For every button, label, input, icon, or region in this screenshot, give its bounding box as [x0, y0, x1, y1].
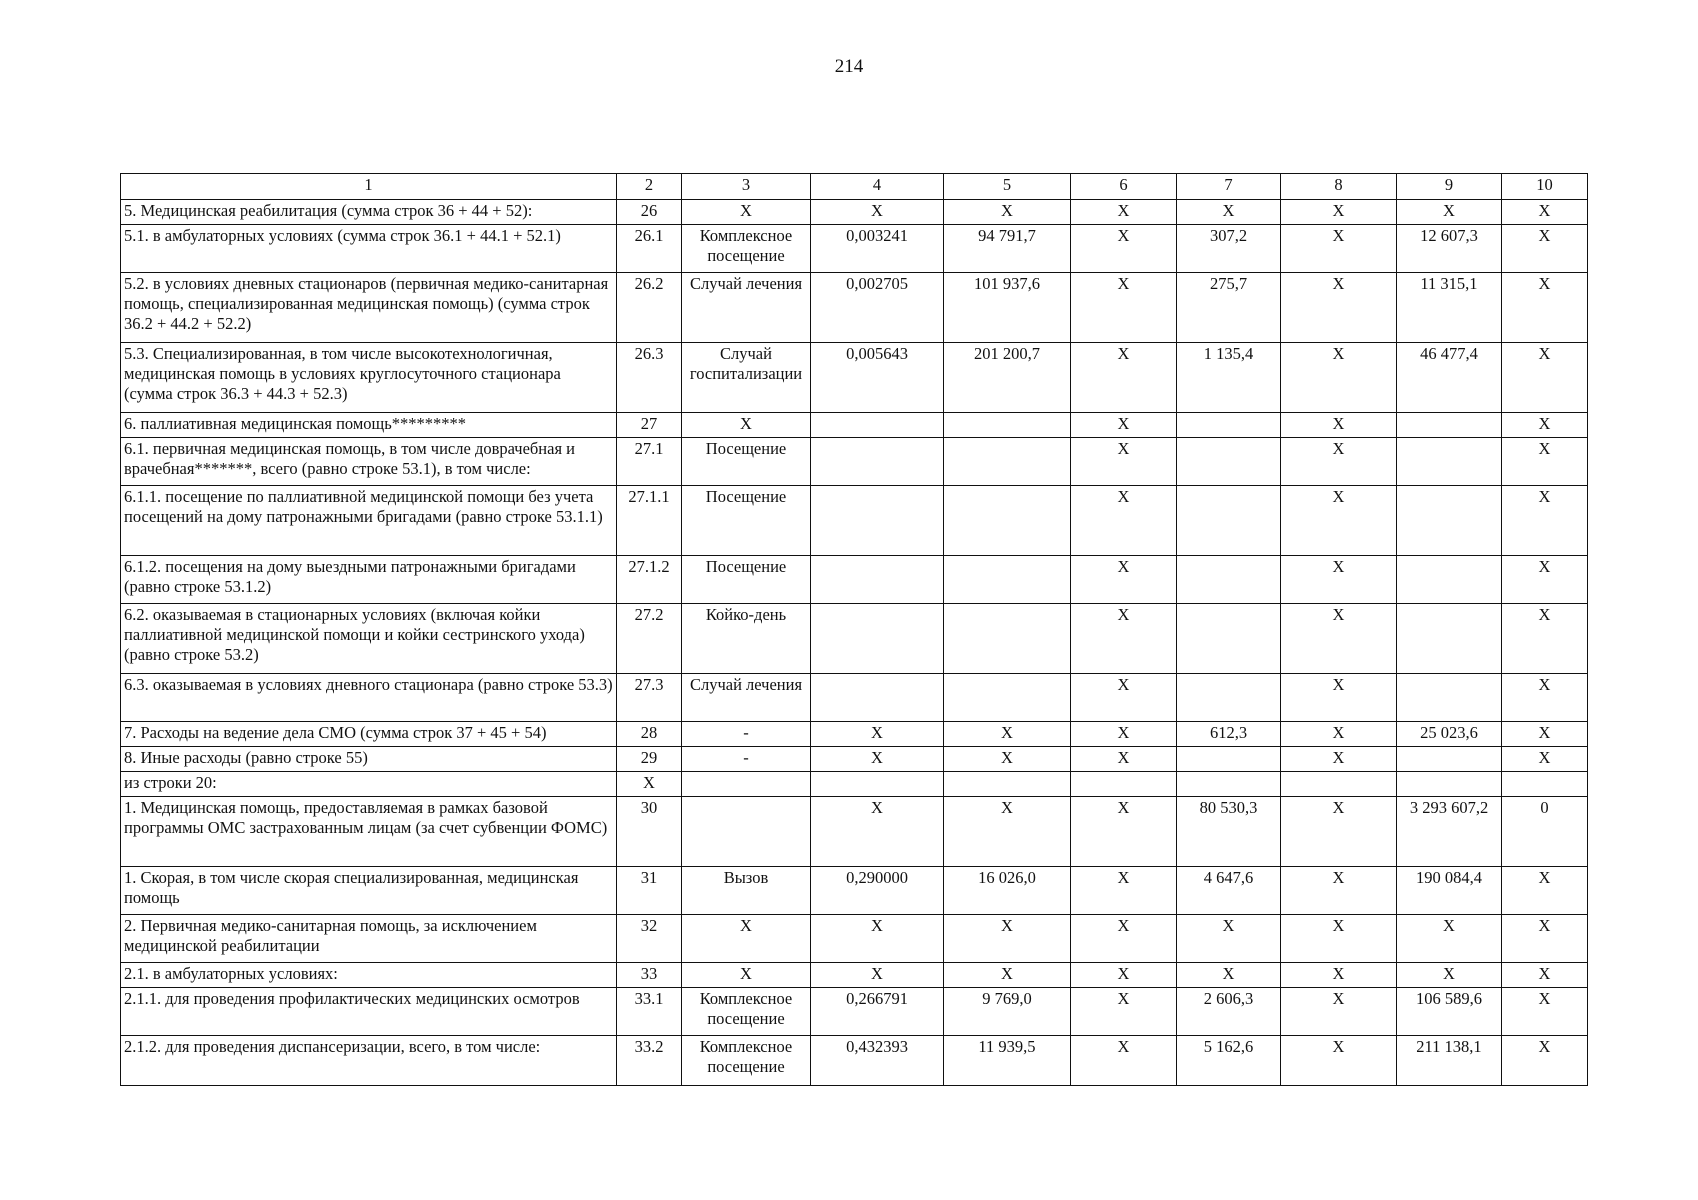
table-cell: X	[1502, 747, 1588, 772]
table-cell: X	[1177, 915, 1281, 963]
table-cell: -	[682, 747, 811, 772]
table-cell: X	[1502, 200, 1588, 225]
header-cell: 2	[617, 174, 682, 200]
table-cell: X	[944, 797, 1071, 867]
table-row	[121, 556, 1588, 604]
row-label-cell: 8. Иные расходы (равно строке 55)	[121, 747, 617, 772]
row-label-cell: 1. Медицинская помощь, предоставляемая в рамках базовой программы ОМС застрахованным лицам (за счет субвенции ФОМС)	[121, 797, 617, 867]
table-row	[121, 343, 1588, 413]
table-cell: X	[682, 200, 811, 225]
table-cell: X	[1281, 343, 1397, 413]
table-cell: X	[1281, 722, 1397, 747]
table-cell	[1502, 772, 1588, 797]
row-label-cell: 6. паллиативная медицинская помощь*********	[121, 413, 617, 438]
table-cell: X	[1397, 200, 1502, 225]
row-label-cell: 6.2. оказываемая в стационарных условиях (включая койки паллиативной медицинской помощи и койки сестринского ухода) (равно строке 53.2)	[121, 604, 617, 674]
table-cell: Посещение	[682, 438, 811, 486]
row-label-cell: 2.1.2. для проведения диспансеризации, всего, в том числе:	[121, 1036, 617, 1086]
table-cell: X	[811, 797, 944, 867]
table-cell: X	[1071, 1036, 1177, 1086]
table-cell	[1397, 772, 1502, 797]
table-cell: X	[682, 915, 811, 963]
table-cell: 30	[617, 797, 682, 867]
table-cell	[811, 674, 944, 722]
table-cell	[811, 772, 944, 797]
table-cell: 0,005643	[811, 343, 944, 413]
table-cell	[811, 413, 944, 438]
header-cell: 1	[121, 174, 617, 200]
table-cell: 0,290000	[811, 867, 944, 915]
row-label-cell: 6.3. оказываемая в условиях дневного стационара (равно строке 53.3)	[121, 674, 617, 722]
row-label-cell: 5.3. Специализированная, в том числе высокотехнологичная, медицинская помощь в условиях круглосуточного стационара (сумма строк 36.3 + 44.3 + 52.3)	[121, 343, 617, 413]
table-row	[121, 486, 1588, 556]
table-cell: 27.3	[617, 674, 682, 722]
table-cell: Посещение	[682, 486, 811, 556]
table-cell: 9 769,0	[944, 988, 1071, 1036]
table-cell: X	[811, 915, 944, 963]
table-cell: X	[1502, 273, 1588, 343]
row-label-cell: 5. Медицинская реабилитация (сумма строк 36 + 44 + 52):	[121, 200, 617, 225]
table-row	[121, 438, 1588, 486]
table-cell: Вызов	[682, 867, 811, 915]
table-cell: 26.3	[617, 343, 682, 413]
table-cell	[1177, 604, 1281, 674]
table-cell: Комплексное посещение	[682, 225, 811, 273]
table-cell: 11 315,1	[1397, 273, 1502, 343]
table-cell	[811, 486, 944, 556]
table-cell: 612,3	[1177, 722, 1281, 747]
table-row	[121, 722, 1588, 747]
table-cell: 0,266791	[811, 988, 944, 1036]
table-cell: X	[1502, 1036, 1588, 1086]
table-cell	[1071, 772, 1177, 797]
table-cell: 275,7	[1177, 273, 1281, 343]
table-cell: X	[944, 200, 1071, 225]
table-cell: 16 026,0	[944, 867, 1071, 915]
table-cell: X	[1502, 413, 1588, 438]
table-row	[121, 225, 1588, 273]
table-cell: X	[1502, 867, 1588, 915]
table-cell: X	[1071, 225, 1177, 273]
table-cell: X	[1071, 963, 1177, 988]
table-row	[121, 867, 1588, 915]
table-cell: X	[1502, 486, 1588, 556]
table-cell	[1177, 413, 1281, 438]
header-cell: 7	[1177, 174, 1281, 200]
table-cell: X	[1502, 556, 1588, 604]
row-label-cell: 1. Скорая, в том числе скорая специализированная, медицинская помощь	[121, 867, 617, 915]
table-cell	[1397, 413, 1502, 438]
table-cell	[811, 556, 944, 604]
table-cell	[1397, 604, 1502, 674]
table-cell: X	[1502, 343, 1588, 413]
table-cell: Койко-день	[682, 604, 811, 674]
header-cell: 5	[944, 174, 1071, 200]
table-cell: 1 135,4	[1177, 343, 1281, 413]
page-number: 214	[834, 56, 864, 77]
table-cell: X	[682, 963, 811, 988]
table-cell: 33.2	[617, 1036, 682, 1086]
table-cell: 33	[617, 963, 682, 988]
table-cell: X	[1397, 915, 1502, 963]
row-label-cell: 2.1.1. для проведения профилактических медицинских осмотров	[121, 988, 617, 1036]
table-cell: X	[1281, 413, 1397, 438]
table-cell: X	[1502, 722, 1588, 747]
table-cell: 5 162,6	[1177, 1036, 1281, 1086]
table-cell: X	[1071, 988, 1177, 1036]
table-cell	[1397, 556, 1502, 604]
table-cell: X	[1281, 604, 1397, 674]
table-cell: X	[1071, 556, 1177, 604]
table-cell: 27.1	[617, 438, 682, 486]
table-cell: 46 477,4	[1397, 343, 1502, 413]
table-cell: 29	[617, 747, 682, 772]
table-cell: X	[1502, 604, 1588, 674]
table-cell: X	[1502, 915, 1588, 963]
table-row	[121, 915, 1588, 963]
table-cell: X	[1281, 867, 1397, 915]
table-cell: X	[1281, 556, 1397, 604]
table-cell: 211 138,1	[1397, 1036, 1502, 1086]
table-cell: X	[682, 413, 811, 438]
table-cell: 3 293 607,2	[1397, 797, 1502, 867]
table-cell: X	[1071, 343, 1177, 413]
row-label-cell: 2. Первичная медико-санитарная помощь, за исключением медицинской реабилитации	[121, 915, 617, 963]
table-cell: 27.1.2	[617, 556, 682, 604]
tariff-table	[120, 173, 1588, 1086]
table-cell: Случай лечения	[682, 273, 811, 343]
table-cell: X	[811, 963, 944, 988]
table-cell: X	[1281, 438, 1397, 486]
table-cell: 12 607,3	[1397, 225, 1502, 273]
table-cell: 26.2	[617, 273, 682, 343]
table-cell: 4 647,6	[1177, 867, 1281, 915]
table-cell: X	[1281, 797, 1397, 867]
table-cell	[1177, 438, 1281, 486]
table-cell: 0,002705	[811, 273, 944, 343]
header-cell: 4	[811, 174, 944, 200]
table-cell: X	[1281, 486, 1397, 556]
table-cell: 11 939,5	[944, 1036, 1071, 1086]
table-row	[121, 1036, 1588, 1086]
table-cell: X	[1281, 674, 1397, 722]
table-cell: X	[1502, 674, 1588, 722]
table-cell	[1177, 747, 1281, 772]
table-cell	[1177, 556, 1281, 604]
table-cell	[944, 413, 1071, 438]
table-cell: X	[1071, 722, 1177, 747]
table-cell: 28	[617, 722, 682, 747]
table-cell	[1397, 438, 1502, 486]
table-header-row	[121, 174, 1588, 200]
table-cell: X	[1071, 273, 1177, 343]
header-cell: 10	[1502, 174, 1588, 200]
table-cell: Комплексное посещение	[682, 988, 811, 1036]
table-cell: 25 023,6	[1397, 722, 1502, 747]
table-cell: X	[1071, 797, 1177, 867]
table-row	[121, 413, 1588, 438]
table-cell: X	[1071, 438, 1177, 486]
table-cell	[1397, 674, 1502, 722]
table-cell: 307,2	[1177, 225, 1281, 273]
table-cell: 26.1	[617, 225, 682, 273]
table-cell: X	[944, 747, 1071, 772]
table-cell	[811, 438, 944, 486]
table-cell: 2 606,3	[1177, 988, 1281, 1036]
row-label-cell: из строки 20:	[121, 772, 617, 797]
table-cell	[1397, 486, 1502, 556]
table-cell: X	[1281, 988, 1397, 1036]
table-row	[121, 747, 1588, 772]
table-cell	[1177, 486, 1281, 556]
table-cell: X	[1281, 225, 1397, 273]
table-cell	[944, 674, 1071, 722]
table-cell	[682, 797, 811, 867]
table-cell: X	[1071, 604, 1177, 674]
table-cell	[944, 772, 1071, 797]
table-row	[121, 797, 1588, 867]
header-cell: 9	[1397, 174, 1502, 200]
table-cell: X	[1071, 747, 1177, 772]
table-cell: 32	[617, 915, 682, 963]
table-cell	[682, 772, 811, 797]
row-label-cell: 5.1. в амбулаторных условиях (сумма строк 36.1 + 44.1 + 52.1)	[121, 225, 617, 273]
table-row	[121, 988, 1588, 1036]
table-cell: X	[1502, 438, 1588, 486]
table-cell: X	[1281, 747, 1397, 772]
table-cell: 27.2	[617, 604, 682, 674]
table-cell: X	[1177, 200, 1281, 225]
table-cell	[1177, 674, 1281, 722]
row-label-cell: 2.1. в амбулаторных условиях:	[121, 963, 617, 988]
table-row	[121, 604, 1588, 674]
table-cell: 33.1	[617, 988, 682, 1036]
table-cell: X	[1397, 963, 1502, 988]
table-cell	[1177, 772, 1281, 797]
table-cell: X	[1071, 486, 1177, 556]
table-cell	[1281, 772, 1397, 797]
table-cell: 0	[1502, 797, 1588, 867]
table-cell: X	[1502, 963, 1588, 988]
table-cell	[944, 556, 1071, 604]
row-label-cell: 6.1.1. посещение по паллиативной медицинской помощи без учета посещений на дому патронажными бригадами (равно строке 53.1.1)	[121, 486, 617, 556]
table-cell: 94 791,7	[944, 225, 1071, 273]
table-cell: X	[617, 772, 682, 797]
row-label-cell: 5.2. в условиях дневных стационаров (первичная медико-санитарная помощь, специализированная медицинская помощь) (сумма строк 36.2 + 44.2 + 52.2)	[121, 273, 617, 343]
table-cell: Случай лечения	[682, 674, 811, 722]
table-cell: Комплексное посещение	[682, 1036, 811, 1086]
row-label-cell: 7. Расходы на ведение дела СМО (сумма строк 37 + 45 + 54)	[121, 722, 617, 747]
table-cell: 31	[617, 867, 682, 915]
table-cell: X	[1281, 1036, 1397, 1086]
table-cell: X	[1071, 867, 1177, 915]
table-cell: X	[811, 200, 944, 225]
table-cell: X	[1071, 200, 1177, 225]
table-cell	[944, 486, 1071, 556]
table-cell: 190 084,4	[1397, 867, 1502, 915]
table-cell: X	[944, 963, 1071, 988]
table-cell: X	[1071, 413, 1177, 438]
table-cell: X	[811, 747, 944, 772]
table-row	[121, 200, 1588, 225]
table-cell: X	[1177, 963, 1281, 988]
table-cell: X	[944, 915, 1071, 963]
table-cell: 201 200,7	[944, 343, 1071, 413]
row-label-cell: 6.1. первичная медицинская помощь, в том числе доврачебная и врачебная*******, всего (равно строке 53.1), в том числе:	[121, 438, 617, 486]
table-row	[121, 674, 1588, 722]
table-cell: 101 937,6	[944, 273, 1071, 343]
table-cell: -	[682, 722, 811, 747]
table-cell: 106 589,6	[1397, 988, 1502, 1036]
table-row	[121, 273, 1588, 343]
table-row	[121, 963, 1588, 988]
table-cell: X	[1281, 273, 1397, 343]
table-cell: 0,432393	[811, 1036, 944, 1086]
table-cell	[944, 604, 1071, 674]
table-cell: X	[1502, 225, 1588, 273]
table-cell: Посещение	[682, 556, 811, 604]
table-cell: X	[1281, 200, 1397, 225]
table-cell: 26	[617, 200, 682, 225]
table-cell: X	[1502, 988, 1588, 1036]
row-label-cell: 6.1.2. посещения на дому выездными патронажными бригадами (равно строке 53.1.2)	[121, 556, 617, 604]
table-cell: 27.1.1	[617, 486, 682, 556]
header-cell: 8	[1281, 174, 1397, 200]
table-cell	[944, 438, 1071, 486]
table-cell: 80 530,3	[1177, 797, 1281, 867]
table-cell: X	[1281, 963, 1397, 988]
table-cell: X	[811, 722, 944, 747]
header-cell: 3	[682, 174, 811, 200]
table-cell: 27	[617, 413, 682, 438]
table-cell: Случай госпитализации	[682, 343, 811, 413]
table-cell	[811, 604, 944, 674]
table-cell: X	[1281, 915, 1397, 963]
table-row	[121, 772, 1588, 797]
table-cell: X	[944, 722, 1071, 747]
table-cell	[1397, 747, 1502, 772]
table-cell: X	[1071, 915, 1177, 963]
header-cell: 6	[1071, 174, 1177, 200]
table-cell: X	[1071, 674, 1177, 722]
table-cell: 0,003241	[811, 225, 944, 273]
